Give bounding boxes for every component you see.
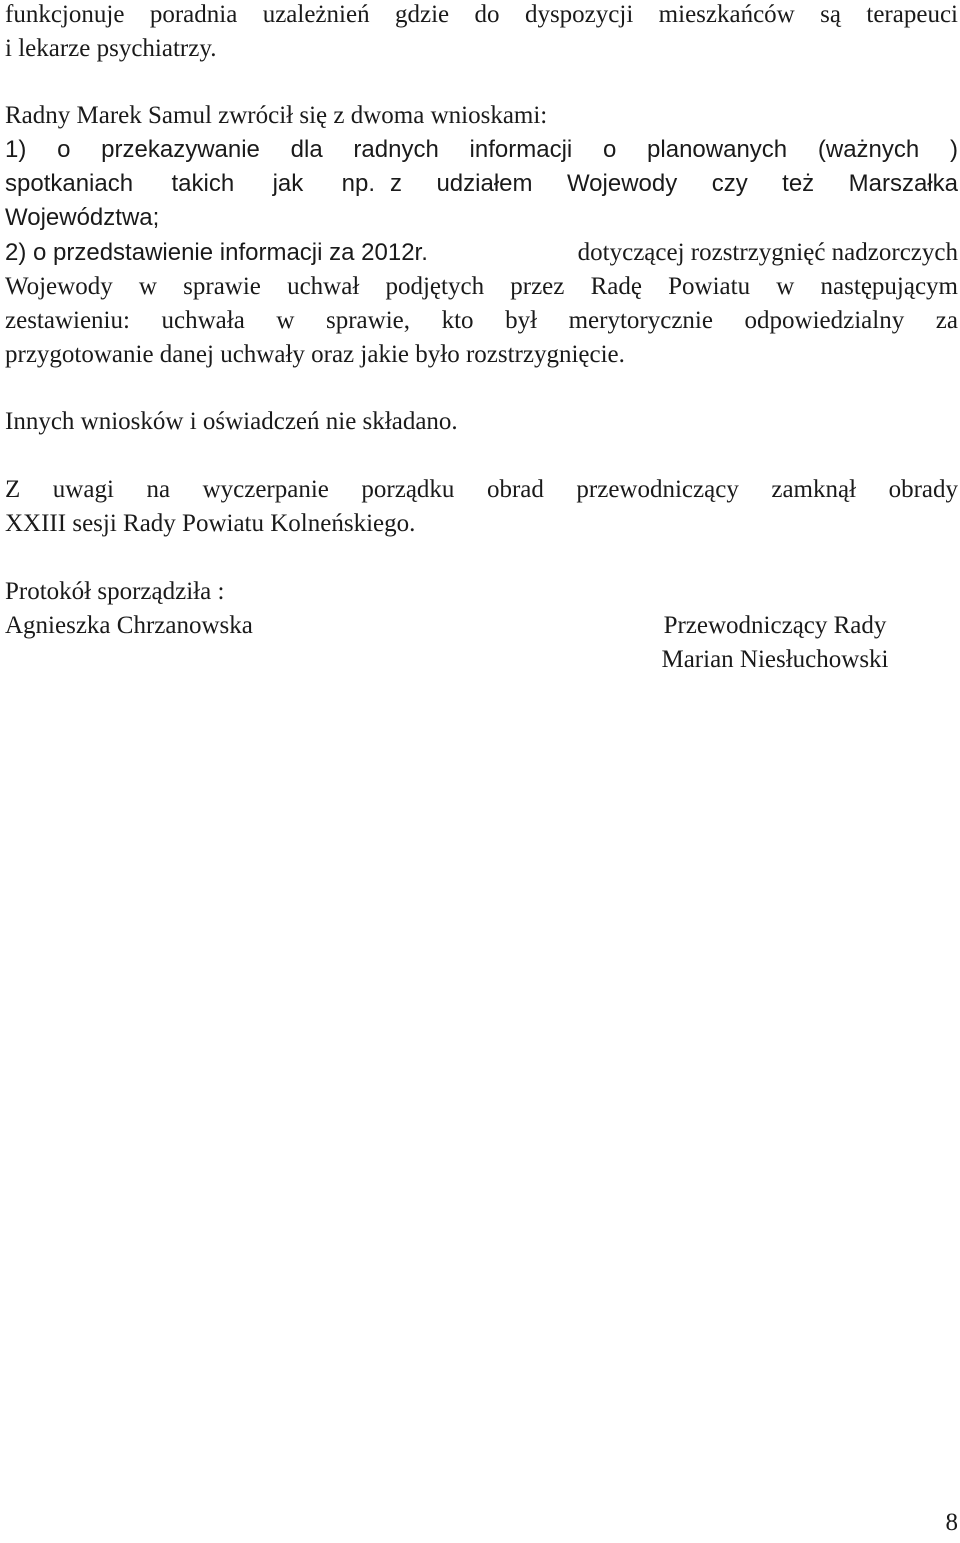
paragraph-2-line-5 <box>5 236 958 270</box>
paragraph-2-line-3-part-b: z udziałem Wojewody czy też Marszałka <box>390 170 958 197</box>
chair-title: Przewodniczący Rady <box>663 612 887 639</box>
paragraph-2-line-5-part-a: 2) o przedstawienie informacji za 2012r. <box>5 239 428 266</box>
paragraph-2-line-4: Województwa; <box>5 204 160 231</box>
paragraph-3-line-1: Innych wniosków i oświadczeń nie składano. <box>5 408 458 435</box>
paragraph-2-line-5-part-b: dotyczącej rozstrzygnięć nadzorczych <box>577 239 958 266</box>
paragraph-2-line-3 <box>5 167 958 201</box>
paragraph-4-line-2: XXIII sesji Rady Powiatu Kolneńskiego. <box>5 510 416 537</box>
paragraph-2-line-6: Wojewody w sprawie uchwał podjętych przez Radę Powiatu w następującym <box>5 273 958 300</box>
protocol-author-name: Agnieszka Chrzanowska <box>5 612 253 639</box>
paragraph-1-line-1: funkcjonuje poradnia uzależnień gdzie do dyspozycji mieszkańców są terapeuci <box>5 1 958 28</box>
paragraph-4-line-1: Z uwagi na wyczerpanie porządku obrad przewodniczący zamknął obrady <box>5 476 958 503</box>
page-number: 8 <box>945 1509 958 1536</box>
paragraph-1-line-2: i lekarze psychiatrzy. <box>5 35 217 62</box>
paragraph-2-line-3-part-a: spotkaniach takich jak np. <box>5 170 375 197</box>
paragraph-2-line-7: zestawieniu: uchwała w sprawie, kto był merytorycznie odpowiedzialny za <box>5 307 958 334</box>
chair-name: Marian Niesłuchowski <box>661 646 889 673</box>
protocol-label: Protokół sporządziła : <box>5 578 225 605</box>
paragraph-2-line-8: przygotowanie danej uchwały oraz jakie było rozstrzygnięcie. <box>5 341 625 368</box>
paragraph-2-line-2: 1) o przekazywanie dla radnych informacji o planowanych (ważnych ) <box>5 136 958 163</box>
paragraph-2-line-1: Radny Marek Samul zwrócił się z dwoma wnioskami: <box>5 102 548 129</box>
